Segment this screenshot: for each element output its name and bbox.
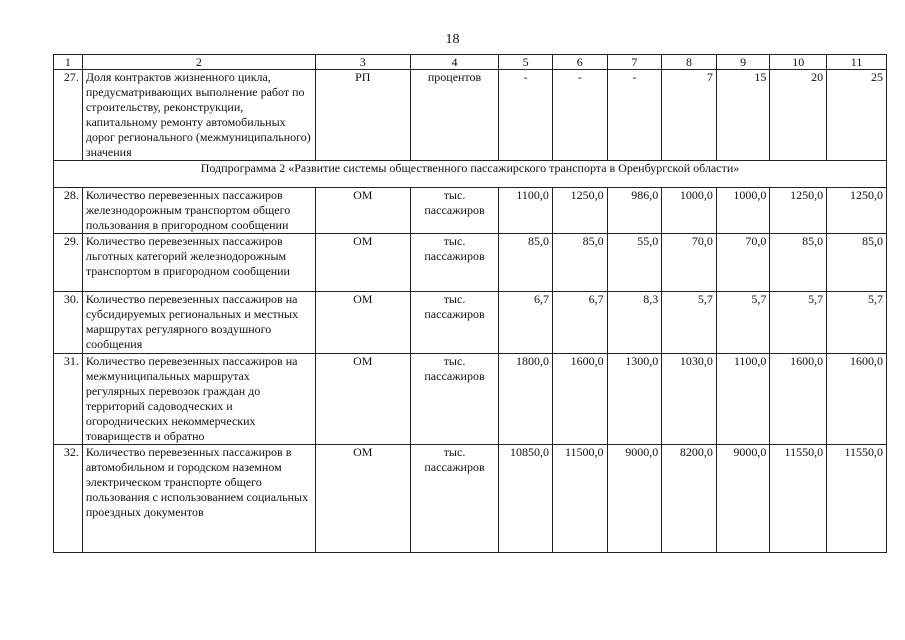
indicator-type: ОМ: [315, 445, 410, 553]
value-cell: 70,0: [716, 234, 770, 292]
column-header: 2: [82, 55, 315, 70]
value-cell: 11550,0: [770, 445, 827, 553]
indicator-name: Количество перевезенных пассажиров железнодорожным транспортом общего пользования в пригородном сообщении: [82, 188, 315, 234]
value-cell: 1600,0: [770, 354, 827, 445]
column-header: 6: [552, 55, 607, 70]
row-number: 30.: [54, 292, 83, 354]
value-cell: 25: [827, 70, 887, 161]
value-cell: 85,0: [552, 234, 607, 292]
value-cell: 1800,0: [499, 354, 553, 445]
value-cell: 5,7: [770, 292, 827, 354]
value-cell: 1600,0: [552, 354, 607, 445]
value-cell: 1600,0: [827, 354, 887, 445]
indicator-name: Количество перевезенных пассажиров на межмуниципальных маршрутах регулярных перевозок граждан до территорий садоводческих и огороднических некоммерческих товариществ и обратно: [82, 354, 315, 445]
unit-of-measure: тыс. пассажиров: [410, 292, 499, 354]
value-cell: 1100,0: [499, 188, 553, 234]
header-row: [54, 55, 887, 70]
unit-of-measure: процентов: [410, 70, 499, 161]
value-cell: 8,3: [607, 292, 662, 354]
unit-of-measure: тыс. пассажиров: [410, 445, 499, 553]
value-cell: 11550,0: [827, 445, 887, 553]
value-cell: 6,7: [499, 292, 553, 354]
value-cell: 85,0: [770, 234, 827, 292]
unit-of-measure: тыс. пассажиров: [410, 354, 499, 445]
column-header: 10: [770, 55, 827, 70]
indicator-name: Количество перевезенных пассажиров в автомобильном и городском наземном электрическом транспорте общего пользования с использованием социальных проездных документов: [82, 445, 315, 553]
column-header: 3: [315, 55, 410, 70]
value-cell: 1000,0: [662, 188, 717, 234]
indicators-table: [53, 54, 887, 553]
value-cell: 10850,0: [499, 445, 553, 553]
value-cell: 5,7: [716, 292, 770, 354]
value-cell: 70,0: [662, 234, 717, 292]
column-header: 8: [662, 55, 717, 70]
value-cell: 20: [770, 70, 827, 161]
table-row: [54, 445, 887, 553]
value-cell: 986,0: [607, 188, 662, 234]
value-cell: 1100,0: [716, 354, 770, 445]
table-row: [54, 234, 887, 292]
unit-of-measure: тыс. пассажиров: [410, 234, 499, 292]
value-cell: 15: [716, 70, 770, 161]
value-cell: 85,0: [499, 234, 553, 292]
value-cell: 1250,0: [770, 188, 827, 234]
indicator-type: ОМ: [315, 354, 410, 445]
row-number: 29.: [54, 234, 83, 292]
column-header: 1: [54, 55, 83, 70]
value-cell: 11500,0: [552, 445, 607, 553]
value-cell: 5,7: [827, 292, 887, 354]
table-row: [54, 292, 887, 354]
column-header: 7: [607, 55, 662, 70]
page-number: 18: [445, 32, 460, 47]
value-cell: 8200,0: [662, 445, 717, 553]
row-number: 27.: [54, 70, 83, 161]
value-cell: 85,0: [827, 234, 887, 292]
indicator-type: РП: [315, 70, 410, 161]
value-cell: 1250,0: [552, 188, 607, 234]
indicator-type: ОМ: [315, 234, 410, 292]
subprogram-title: Подпрограмма 2 «Развитие системы общественного пассажирского транспорта в Оренбургской области»: [54, 161, 887, 188]
column-header: 5: [499, 55, 553, 70]
value-cell: 9000,0: [716, 445, 770, 553]
table-row: [54, 70, 887, 161]
value-cell: -: [499, 70, 553, 161]
column-header: 11: [827, 55, 887, 70]
value-cell: 1030,0: [662, 354, 717, 445]
table-body: [54, 55, 887, 553]
table-row: [54, 354, 887, 445]
value-cell: 1250,0: [827, 188, 887, 234]
value-cell: 7: [662, 70, 717, 161]
row-number: 31.: [54, 354, 83, 445]
row-number: 32.: [54, 445, 83, 553]
value-cell: -: [607, 70, 662, 161]
unit-of-measure: тыс. пассажиров: [410, 188, 499, 234]
indicator-name: Доля контрактов жизненного цикла, предусматривающих выполнение работ по строительству, реконструкции, капитальному ремонту автомобильных дорог регионального (межмуниципального) значения: [82, 70, 315, 161]
indicator-name: Количество перевезенных пассажиров льготных категорий железнодорожным транспортом в пригородном сообщении: [82, 234, 315, 292]
value-cell: 9000,0: [607, 445, 662, 553]
column-header: 4: [410, 55, 499, 70]
indicator-name: Количество перевезенных пассажиров на субсидируемых региональных и местных маршрутах регулярного воздушного сообщения: [82, 292, 315, 354]
value-cell: -: [552, 70, 607, 161]
value-cell: 1300,0: [607, 354, 662, 445]
table-row: [54, 188, 887, 234]
indicator-type: ОМ: [315, 292, 410, 354]
indicator-type: ОМ: [315, 188, 410, 234]
subprogram-row: [54, 161, 887, 188]
value-cell: 1000,0: [716, 188, 770, 234]
value-cell: 5,7: [662, 292, 717, 354]
column-header: 9: [716, 55, 770, 70]
value-cell: 6,7: [552, 292, 607, 354]
value-cell: 55,0: [607, 234, 662, 292]
row-number: 28.: [54, 188, 83, 234]
